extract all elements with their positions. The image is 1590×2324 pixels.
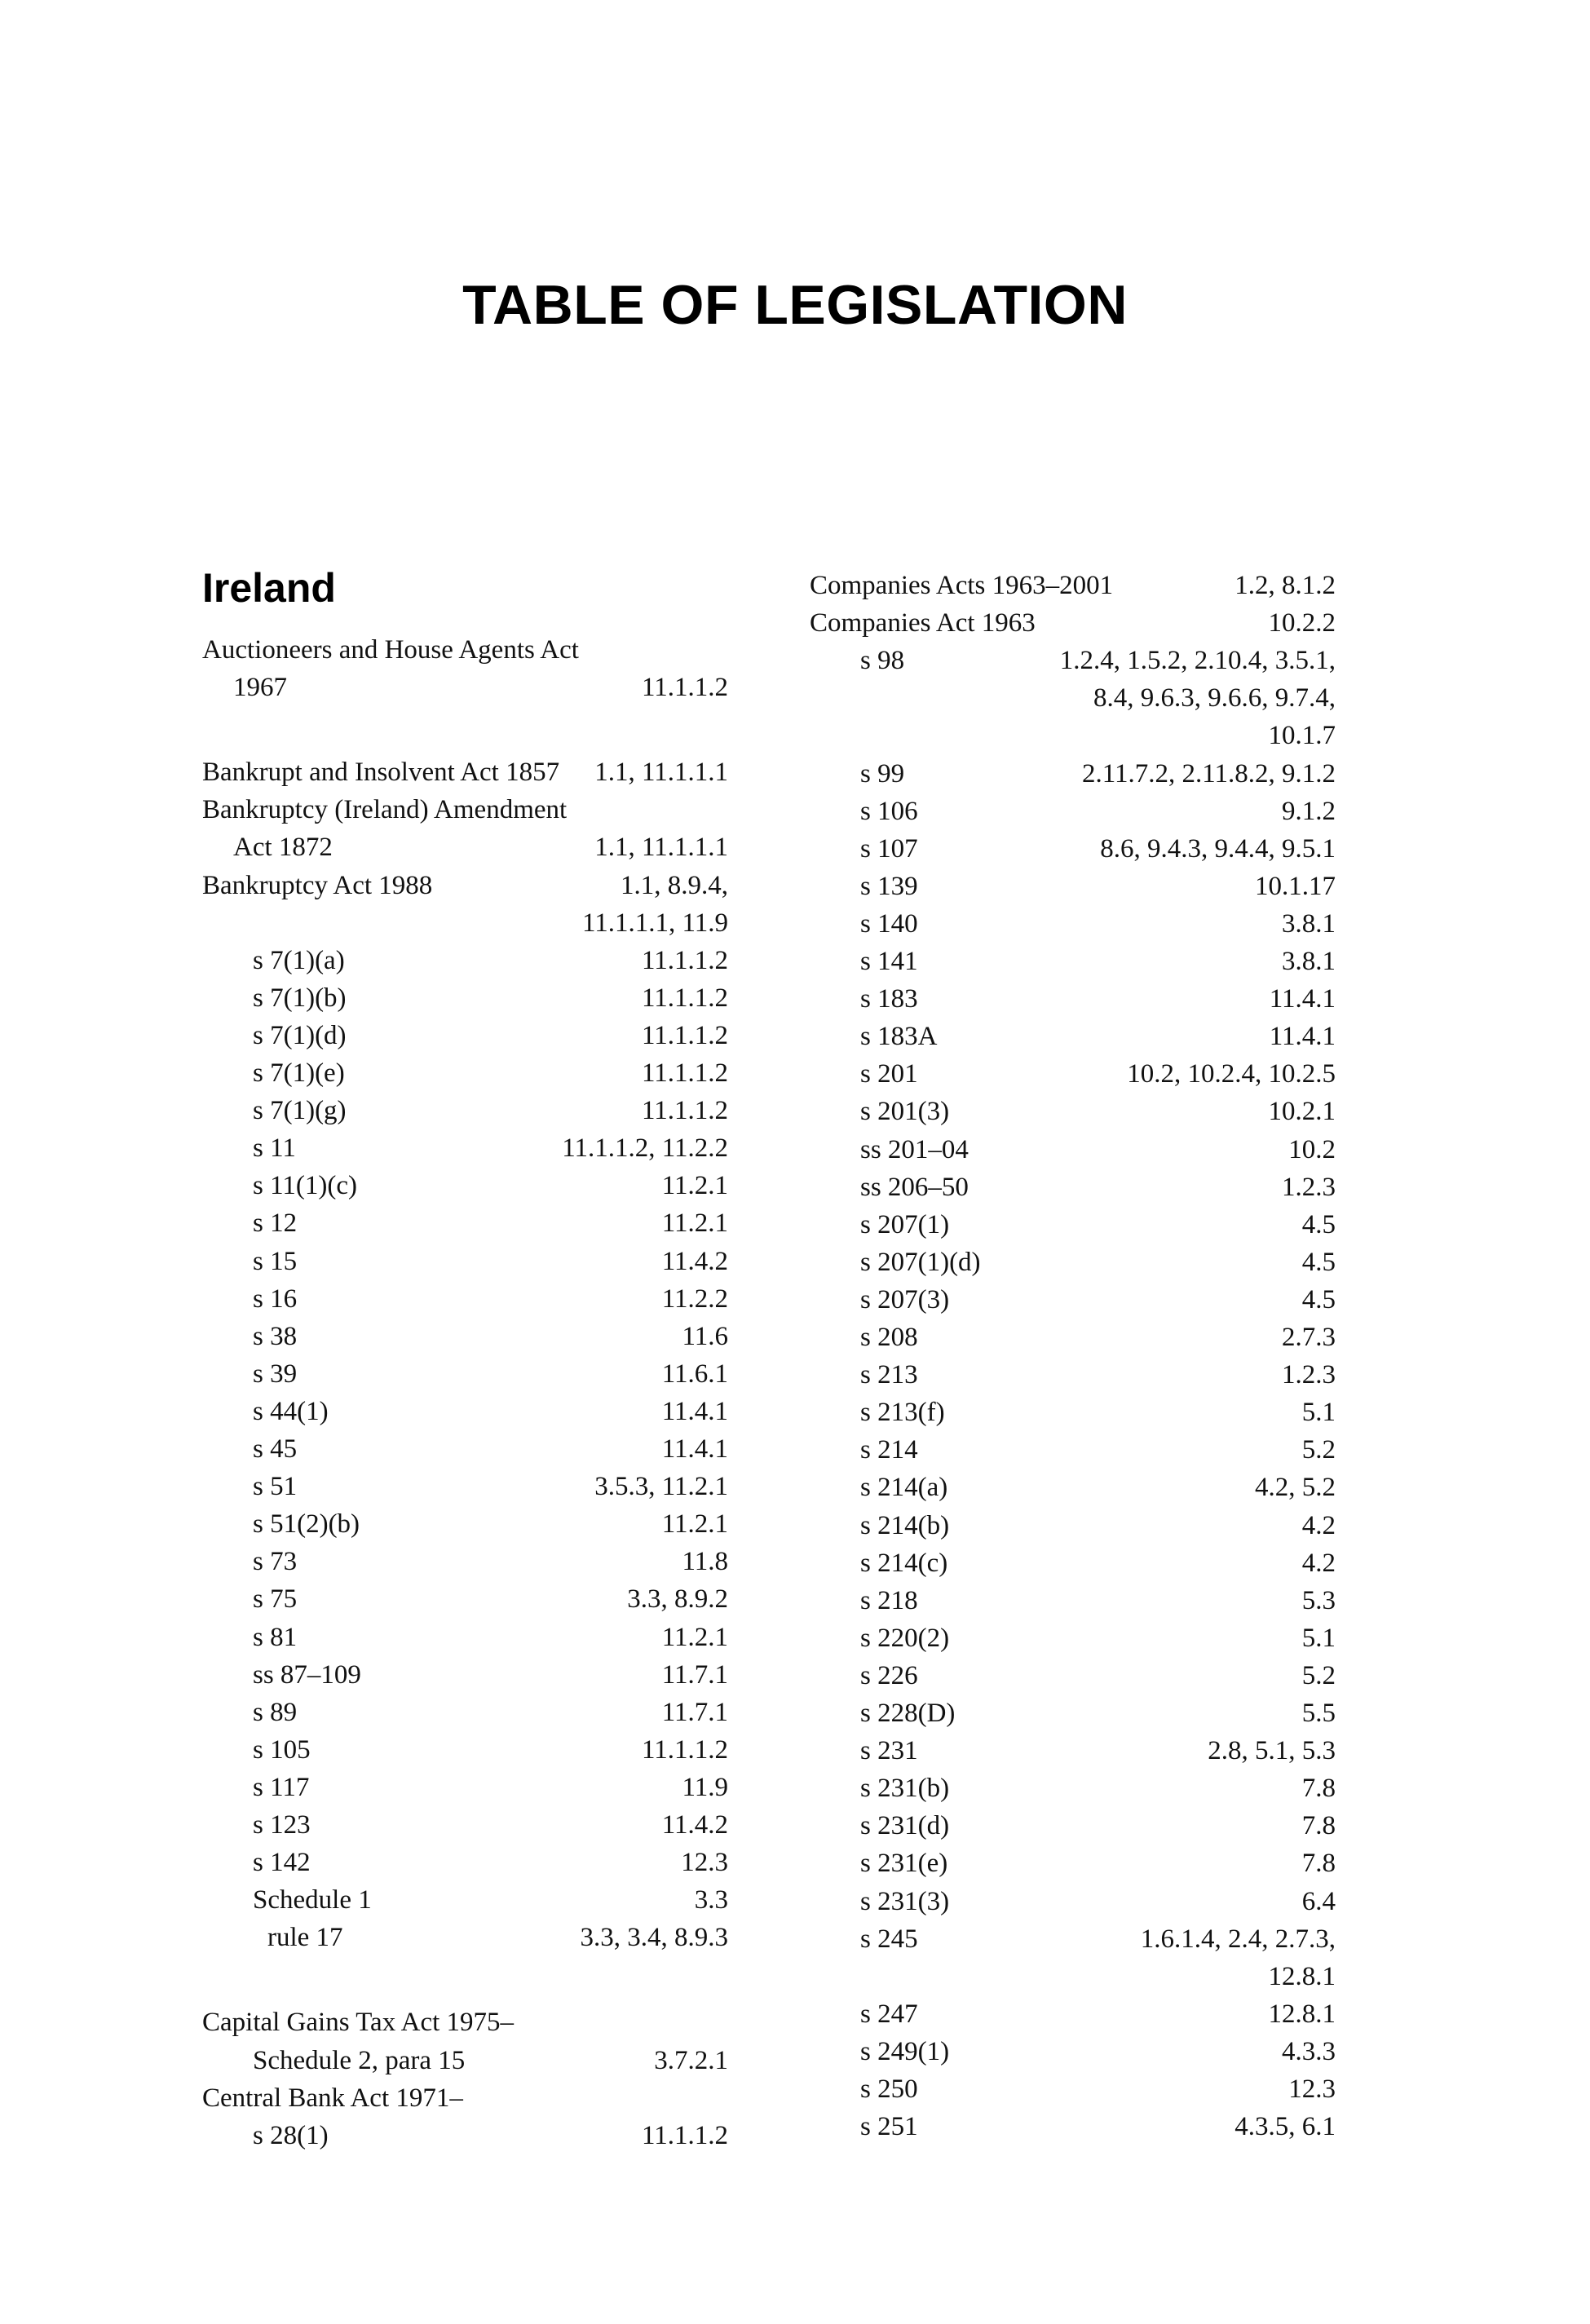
index-entry xyxy=(810,1845,1336,1881)
entry-reference: 11.1.1.2 xyxy=(641,1096,728,1126)
entry-term: ss 87–109 xyxy=(253,1659,361,1690)
entry-term: s 51(2)(b) xyxy=(253,1509,360,1540)
index-entry xyxy=(202,669,728,705)
index-entry xyxy=(810,1357,1336,1393)
entry-term: s 7(1)(b) xyxy=(253,983,347,1013)
index-entry xyxy=(810,756,1336,792)
entry-reference: 12.3 xyxy=(681,1848,728,1878)
entry-reference: 5.3 xyxy=(1301,1585,1336,1615)
entry-term: Companies Act 1963 xyxy=(810,608,1036,638)
entry-reference: 4.3.5, 6.1 xyxy=(1234,2112,1336,2142)
entry-reference: 11.4.1 xyxy=(661,1434,728,1464)
entry-term: ss 201–04 xyxy=(860,1134,969,1164)
entry-reference: 11.2.2 xyxy=(661,1284,728,1314)
entry-reference: 11.1.1.2 xyxy=(641,1058,728,1088)
entry-reference: 11.9 xyxy=(682,1772,728,1802)
index-entry xyxy=(202,2043,728,2079)
entry-term: s 214(c) xyxy=(860,1548,948,1578)
entry-term: Bankruptcy (Ireland) Amendment xyxy=(202,795,568,825)
index-entry xyxy=(810,2071,1336,2107)
entry-term: s 213(f) xyxy=(860,1398,945,1428)
entry-reference: 11.6 xyxy=(682,1321,728,1351)
entry-term: s 213 xyxy=(860,1360,918,1390)
index-entry xyxy=(810,1770,1336,1806)
index-entry xyxy=(810,1695,1336,1731)
entry-reference: 10.2 xyxy=(1288,1134,1336,1164)
index-entry xyxy=(202,1319,728,1354)
entry-reference: 3.3, 8.9.2 xyxy=(627,1584,728,1615)
entry-reference: 6.4 xyxy=(1301,1886,1336,1916)
entry-term: s 140 xyxy=(860,908,918,939)
index-entry xyxy=(810,1018,1336,1054)
entry-term: s 250 xyxy=(860,2074,918,2104)
entry-term: s 99 xyxy=(860,758,905,789)
index-entry xyxy=(810,906,1336,942)
index-entry xyxy=(810,868,1336,904)
entry-term: Schedule 1 xyxy=(253,1885,372,1915)
index-entry xyxy=(810,1959,1336,1995)
index-entry xyxy=(202,792,728,828)
entry-term: Schedule 2, para 15 xyxy=(253,2045,466,2075)
entry-reference: 11.2.1 xyxy=(661,1622,728,1652)
entry-term: s 139 xyxy=(860,871,918,901)
entry-term: s 39 xyxy=(253,1359,298,1389)
entry-reference: 11.7.1 xyxy=(661,1697,728,1727)
index-entry xyxy=(202,1205,728,1241)
entry-term: s 15 xyxy=(253,1246,298,1276)
index-entry xyxy=(202,632,728,668)
entry-term: s 7(1)(a) xyxy=(253,945,345,975)
index-entry xyxy=(810,793,1336,829)
entry-reference: 1.2.3 xyxy=(1282,1360,1336,1390)
index-entry xyxy=(202,2080,728,2116)
index-entry xyxy=(202,1281,728,1317)
entry-reference: 12.8.1 xyxy=(1268,1961,1336,1991)
entry-term: s 231(b) xyxy=(860,1774,950,1804)
index-entry xyxy=(202,2118,728,2154)
entry-term: Central Bank Act 1971– xyxy=(202,2083,463,2113)
index-entry xyxy=(810,1658,1336,1694)
entry-reference: 4.2, 5.2 xyxy=(1255,1473,1336,1503)
entry-reference: 10.2, 10.2.4, 10.2.5 xyxy=(1127,1059,1336,1089)
entry-term: Act 1872 xyxy=(233,833,333,863)
entry-reference: 4.5 xyxy=(1301,1284,1336,1314)
entry-reference: 12.8.1 xyxy=(1268,1999,1336,2029)
entry-term: s 75 xyxy=(253,1584,298,1615)
entry-term: s 214(a) xyxy=(860,1473,948,1503)
entry-term: ss 206–50 xyxy=(860,1172,969,1202)
entry-reference: 2.11.7.2, 2.11.8.2, 9.1.2 xyxy=(1081,758,1336,789)
entry-term: rule 17 xyxy=(267,1923,343,1953)
entry-term: Auctioneers and House Agents Act xyxy=(202,635,579,665)
entry-term: s 7(1)(d) xyxy=(253,1020,347,1050)
page-title: TABLE OF LEGISLATION xyxy=(462,274,1128,336)
entry-reference: 4.5 xyxy=(1301,1247,1336,1277)
index-entry xyxy=(202,1619,728,1655)
index-entry xyxy=(202,2004,728,2040)
index-entry xyxy=(810,981,1336,1017)
entry-term: s 98 xyxy=(860,646,905,676)
index-entry xyxy=(810,1207,1336,1243)
index-entry xyxy=(202,1845,728,1880)
entry-term: s 231(d) xyxy=(860,1811,950,1841)
entry-term: s 201(3) xyxy=(860,1097,950,1127)
index-entry xyxy=(810,1282,1336,1318)
entry-reference: 3.5.3, 11.2.1 xyxy=(594,1472,728,1502)
index-entry xyxy=(810,1394,1336,1430)
index-entry xyxy=(202,1882,728,1918)
index-entry xyxy=(202,1356,728,1392)
index-entry xyxy=(810,718,1336,753)
entry-term: s 106 xyxy=(860,796,918,826)
index-entry xyxy=(810,1921,1336,1957)
entry-term: 1967 xyxy=(233,673,287,703)
entry-term: s 81 xyxy=(253,1622,298,1652)
entry-reference: 11.1.1.2 xyxy=(641,983,728,1013)
entry-reference: 10.2.1 xyxy=(1268,1097,1336,1127)
index-entry xyxy=(810,1545,1336,1581)
entry-term: s 214(b) xyxy=(860,1510,950,1540)
entry-reference: 2.7.3 xyxy=(1282,1323,1336,1352)
entry-term: Bankruptcy Act 1988 xyxy=(202,870,433,900)
entry-reference: 11.4.1 xyxy=(1269,984,1336,1014)
entry-reference: 4.2 xyxy=(1301,1548,1336,1578)
entry-term: s 73 xyxy=(253,1547,298,1577)
entry-reference: 7.8 xyxy=(1301,1849,1336,1879)
index-entry xyxy=(202,1093,728,1129)
index-entry xyxy=(810,2109,1336,2145)
index-entry xyxy=(202,1581,728,1617)
entry-reference: 4.3.3 xyxy=(1282,2036,1336,2066)
entry-reference: 5.5 xyxy=(1301,1699,1336,1728)
entry-term: s 12 xyxy=(253,1208,298,1239)
entry-term: s 89 xyxy=(253,1697,298,1727)
index-entry xyxy=(202,1807,728,1843)
entry-term: s 231(3) xyxy=(860,1886,950,1916)
index-entry xyxy=(810,1469,1336,1505)
entry-term: s 183 xyxy=(860,984,918,1014)
entry-term: s 218 xyxy=(860,1585,918,1615)
index-entry xyxy=(202,1770,728,1805)
index-entry xyxy=(202,1130,728,1166)
index-entry xyxy=(810,1583,1336,1619)
index-entry xyxy=(202,905,728,941)
entry-term: s 117 xyxy=(253,1772,310,1802)
index-entry xyxy=(810,1508,1336,1544)
index-entry xyxy=(810,568,1336,603)
entry-reference: 11.4.2 xyxy=(661,1810,728,1840)
entry-reference: 3.7.2.1 xyxy=(654,2045,728,2075)
entry-reference: 1.2, 8.1.2 xyxy=(1234,571,1336,600)
index-entry xyxy=(202,1055,728,1091)
entry-reference: 11.2.1 xyxy=(661,1509,728,1540)
entry-term: s 208 xyxy=(860,1323,918,1352)
index-entry xyxy=(810,1094,1336,1129)
index-entry xyxy=(810,831,1336,867)
entry-term: s 16 xyxy=(253,1284,298,1314)
entry-reference: 11.2.1 xyxy=(661,1208,728,1239)
entry-term: s 7(1)(g) xyxy=(253,1096,347,1126)
entry-term: s 207(1) xyxy=(860,1209,950,1239)
index-entry xyxy=(202,829,728,865)
entry-term: s 207(3) xyxy=(860,1284,950,1314)
entry-term: s 11(1)(c) xyxy=(253,1171,357,1201)
entry-term: s 142 xyxy=(253,1848,311,1878)
index-entry xyxy=(810,1132,1336,1168)
entry-term: s 107 xyxy=(860,833,918,864)
entry-term: s 231 xyxy=(860,1736,918,1766)
entry-reference: 4.5 xyxy=(1301,1209,1336,1239)
entry-term: s 231(e) xyxy=(860,1849,948,1879)
entry-term: s 207(1)(d) xyxy=(860,1247,981,1277)
entry-reference: 4.2 xyxy=(1301,1510,1336,1540)
entry-reference: 11.8 xyxy=(682,1547,728,1577)
index-entry xyxy=(202,1394,728,1429)
entry-term: s 123 xyxy=(253,1810,311,1840)
entry-reference: 11.1.1.2 xyxy=(641,2120,728,2150)
entry-reference: 11.1.1.2, 11.2.2 xyxy=(562,1133,728,1164)
entry-term: s 51 xyxy=(253,1472,298,1502)
entry-reference: 5.1 xyxy=(1301,1398,1336,1428)
index-entry xyxy=(202,1694,728,1730)
entry-reference: 5.1 xyxy=(1301,1623,1336,1653)
entry-term: Bankrupt and Insolvent Act 1857 xyxy=(202,758,560,788)
index-entry xyxy=(810,1884,1336,1920)
entry-reference: 3.8.1 xyxy=(1282,908,1336,939)
entry-reference: 3.3, 3.4, 8.9.3 xyxy=(580,1923,728,1953)
index-entry xyxy=(810,643,1336,678)
entry-reference: 10.1.17 xyxy=(1255,871,1336,901)
index-entry xyxy=(202,1431,728,1467)
entry-reference: 11.6.1 xyxy=(661,1359,728,1389)
entry-term: s 201 xyxy=(860,1059,918,1089)
entry-term: s 251 xyxy=(860,2112,918,2142)
entry-term: s 141 xyxy=(860,947,918,976)
entry-reference: 1.2.4, 1.5.2, 2.10.4, 3.5.1, xyxy=(1059,646,1336,676)
index-entry xyxy=(202,1018,728,1054)
entry-reference: 11.4.2 xyxy=(661,1246,728,1276)
entry-reference: 2.8, 5.1, 5.3 xyxy=(1208,1736,1336,1766)
index-entry xyxy=(810,605,1336,641)
entry-term: s 249(1) xyxy=(860,2036,950,2066)
index-entry xyxy=(202,1168,728,1204)
entry-reference: 9.1.2 xyxy=(1282,796,1336,826)
entry-reference: 3.3 xyxy=(694,1885,728,1915)
index-entry xyxy=(810,1244,1336,1280)
entry-reference: 1.2.3 xyxy=(1282,1172,1336,1202)
index-entry xyxy=(202,1506,728,1542)
entry-term: Companies Acts 1963–2001 xyxy=(810,571,1114,600)
entry-term: s 220(2) xyxy=(860,1623,950,1653)
entry-reference: 11.1.1.2 xyxy=(641,1020,728,1050)
index-entry xyxy=(810,680,1336,716)
index-entry xyxy=(810,1808,1336,1844)
entry-term: s 247 xyxy=(860,1999,918,2029)
index-entry xyxy=(810,1169,1336,1205)
index-entry xyxy=(810,1996,1336,2032)
index-entry xyxy=(810,1620,1336,1656)
entry-term: s 44(1) xyxy=(253,1396,329,1426)
index-entry xyxy=(202,980,728,1016)
entry-term: s 226 xyxy=(860,1660,918,1690)
entry-reference: 11.2.1 xyxy=(661,1171,728,1201)
index-entry xyxy=(202,868,728,904)
entry-reference: 11.1.1.2 xyxy=(641,945,728,975)
entry-term: s 7(1)(e) xyxy=(253,1058,345,1088)
entry-term: s 11 xyxy=(253,1133,296,1164)
entry-reference: 1.1, 8.9.4, xyxy=(621,870,728,900)
section-heading: Ireland xyxy=(202,565,336,611)
entry-term: s 28(1) xyxy=(253,2120,329,2150)
index-entry xyxy=(810,2034,1336,2070)
index-entry xyxy=(810,1733,1336,1769)
entry-term: s 228(D) xyxy=(860,1699,956,1728)
entry-reference: 11.4.1 xyxy=(1269,1022,1336,1052)
entry-term: s 245 xyxy=(860,1924,918,1954)
index-entry xyxy=(202,943,728,979)
index-entry xyxy=(202,1920,728,1955)
entry-reference: 7.8 xyxy=(1301,1774,1336,1804)
entry-reference: 1.1, 11.1.1.1 xyxy=(594,833,728,863)
entry-term: s 45 xyxy=(253,1434,298,1464)
entry-term: s 105 xyxy=(253,1734,311,1765)
index-entry xyxy=(202,1544,728,1580)
entry-term: s 183A xyxy=(860,1022,938,1052)
entry-reference: 11.1.1.2 xyxy=(641,673,728,703)
index-entry xyxy=(202,1732,728,1768)
entry-term: Capital Gains Tax Act 1975– xyxy=(202,2008,515,2038)
entry-reference: 11.1.1.1, 11.9 xyxy=(581,908,728,938)
entry-reference: 10.1.7 xyxy=(1268,721,1336,751)
index-entry xyxy=(810,1319,1336,1355)
index-entry xyxy=(202,1244,728,1279)
index-entry xyxy=(202,1469,728,1504)
index-entry xyxy=(202,1657,728,1693)
entry-reference: 11.1.1.2 xyxy=(641,1734,728,1765)
entry-reference: 1.1, 11.1.1.1 xyxy=(594,758,728,788)
entry-term: s 38 xyxy=(253,1321,298,1351)
index-entry xyxy=(810,1432,1336,1468)
entry-reference: 10.2.2 xyxy=(1268,608,1336,638)
entry-term: s 214 xyxy=(860,1435,918,1465)
entry-reference: 1.6.1.4, 2.4, 2.7.3, xyxy=(1140,1924,1336,1954)
entry-reference: 3.8.1 xyxy=(1282,947,1336,976)
index-entry xyxy=(810,943,1336,979)
entry-reference: 5.2 xyxy=(1301,1660,1336,1690)
entry-reference: 11.7.1 xyxy=(661,1659,728,1690)
index-entry xyxy=(810,1056,1336,1092)
entry-reference: 7.8 xyxy=(1301,1811,1336,1841)
entry-reference: 8.6, 9.4.3, 9.4.4, 9.5.1 xyxy=(1100,833,1336,864)
entry-reference: 12.3 xyxy=(1288,2074,1336,2104)
index-entry xyxy=(202,754,728,790)
entry-reference: 5.2 xyxy=(1301,1435,1336,1465)
entry-reference: 8.4, 9.6.3, 9.6.6, 9.7.4, xyxy=(1093,683,1336,714)
entry-reference: 11.4.1 xyxy=(661,1396,728,1426)
